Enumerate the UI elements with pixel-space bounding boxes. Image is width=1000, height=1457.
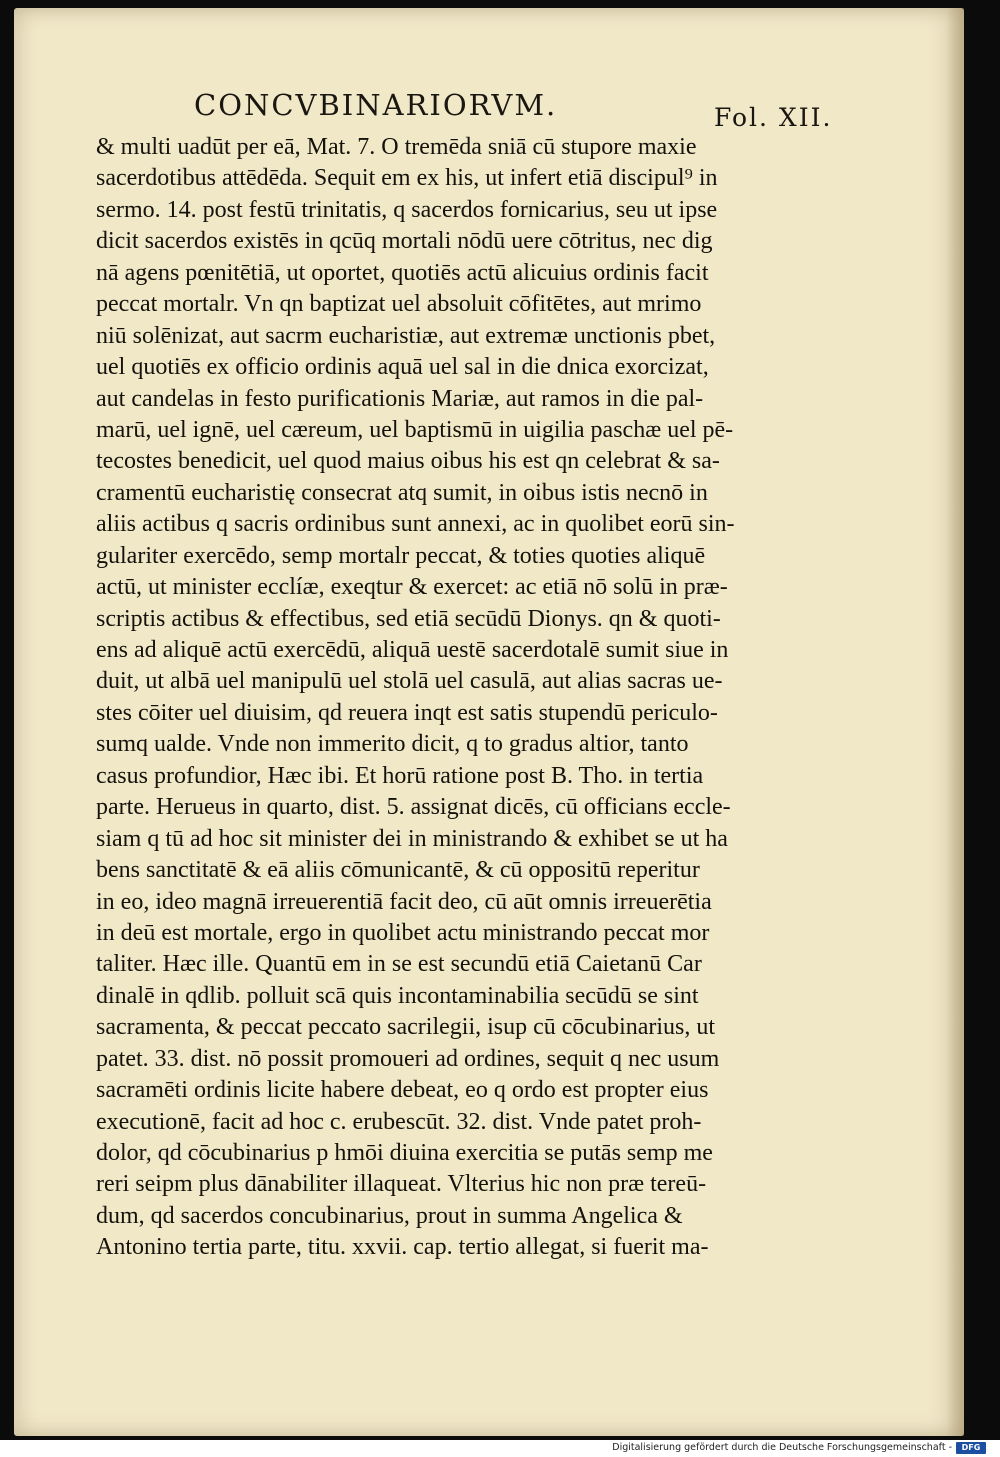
text-line: dinalē in qdlib. polluit scā quis incontaminabilia secūdū se sint [96, 982, 699, 1009]
text-line: sacramēti ordinis licite habere debeat, eo q ordo est propter eius [96, 1077, 709, 1104]
text-line: stes cōiter uel diuisim, qd reuera inqt est satis stupendū periculo- [96, 699, 718, 726]
text-line: aliis actibus q sacris ordinibus sunt annexi, ac in quolibet eorū sin- [96, 511, 735, 538]
text-line: dicit sacerdos existēs in qcūq mortali nōdū uere cōtritus, nec dig [96, 228, 713, 255]
text-line: cramentū eucharistię consecrat atq sumit, in oibus istis necnō in [96, 479, 708, 506]
text-line: marū, uel ignē, uel cæreum, uel baptismū in uigilia paschæ uel pē- [96, 416, 734, 443]
text-line: sumq ualde. Vnde non immerito dicit, q to gradus altior, tanto [96, 731, 689, 758]
text-line: sacerdotibus attēdēda. Sequit em ex his, ut infert etiā discipul⁹ in [96, 165, 718, 192]
dfg-credit: Digitalisierung gefördert durch die Deutsche Forschungsgemeinschaft - [612, 1442, 952, 1453]
text-line: in eo, ideo magnā irreuerentiā facit deo, cū aūt omnis irreuerētia [96, 888, 712, 915]
text-line: executionē, facit ad hoc c. erubescūt. 32. dist. Vnde patet proh- [96, 1108, 702, 1135]
text-line: reri seipm plus dānabiliter illaqueat. Vlterius hic non præ tereū- [96, 1171, 707, 1198]
running-head: CONCVBINARIORVM. [194, 88, 558, 122]
text-line: uel quotiēs ex officio ordinis aquā uel sal in die dnica exorcizat, [96, 354, 709, 381]
text-line: taliter. Hæc ille. Quantū em in se est secundū etiā Caietanū Car [96, 951, 702, 978]
book-page [14, 8, 964, 1436]
text-line: dolor, qd cōcubinarius p hmōi diuina exercitia se putās semp me [96, 1140, 713, 1166]
text-line: aut candelas in festo purificationis Mariæ, aut ramos in die pal- [96, 385, 704, 412]
text-line: actū, ut minister ecclíæ, exeqtur & exercet: ac etiā nō solū in præ- [96, 574, 728, 601]
text-line: parte. Herueus in quarto, dist. 5. assignat dicēs, cū officians eccle- [96, 794, 731, 821]
dfg-logo: DFG [956, 1442, 986, 1454]
text-line: sacramenta, & peccat peccato sacrilegii, isup cū cōcubinarius, ut [96, 1014, 716, 1041]
text-line: sermo. 14. post festū trinitatis, q sacerdos fornicarius, seu ut ipse [96, 196, 718, 223]
folio-number: Fol. XII. [714, 103, 833, 132]
text-line: scriptis actibus & effectibus, sed etiā secūdū Dionys. qn & quoti- [96, 605, 721, 632]
text-block [96, 132, 856, 1264]
text-line: dum, qd sacerdos concubinarius, prout in summa Angelica & [96, 1202, 683, 1229]
text-line: siam q tū ad hoc sit minister dei in ministrando & exhibet se ut ha [96, 825, 728, 852]
text-line: in deū est mortale, ergo in quolibet actu ministrando peccat mor [96, 919, 710, 946]
text-line: nā agens pœnitētiā, ut oportet, quotiēs actū alicuius ordinis facit [96, 259, 709, 286]
text-line: duit, ut albā uel manipulū uel stolā uel casulā, aut alias sacras ue- [96, 668, 723, 695]
text-line: niū solēnizat, aut sacrm eucharistiæ, aut extremæ unctionis pbet, [96, 322, 716, 349]
text-line: gulariter exercēdo, semp mortalr peccat, & toties quoties aliquē [96, 542, 706, 569]
text-line: peccat mortalr. Vn qn baptizat uel absoluit cōfitētes, aut mrimo [96, 291, 702, 318]
text-line: tecostes benedicit, uel quod maius oibus his est qn celebrat & sa- [96, 448, 720, 475]
text-line: patet. 33. dist. nō possit promoueri ad ordines, sequit q nec usum [96, 1045, 720, 1072]
page-shadow [946, 8, 964, 1436]
footer-bar [0, 1440, 1000, 1457]
text-line: Antonino tertia parte, titu. xxvii. cap. tertio allegat, si fuerit ma- [96, 1234, 709, 1261]
text-line: casus profundior, Hæc ibi. Et horū ratione post B. Tho. in tertia [96, 762, 704, 789]
text-line: bens sanctitatē & eā aliis cōmunicantē, & cū oppositū reperitur [96, 857, 700, 884]
text-line: & multi uadūt per eā, Mat. 7. O tremēda sniā cū stupore maxie [96, 134, 697, 160]
text-line: ens ad aliquē actū exercēdū, aliquā uestē sacerdotalē sumit siue in [96, 637, 729, 663]
